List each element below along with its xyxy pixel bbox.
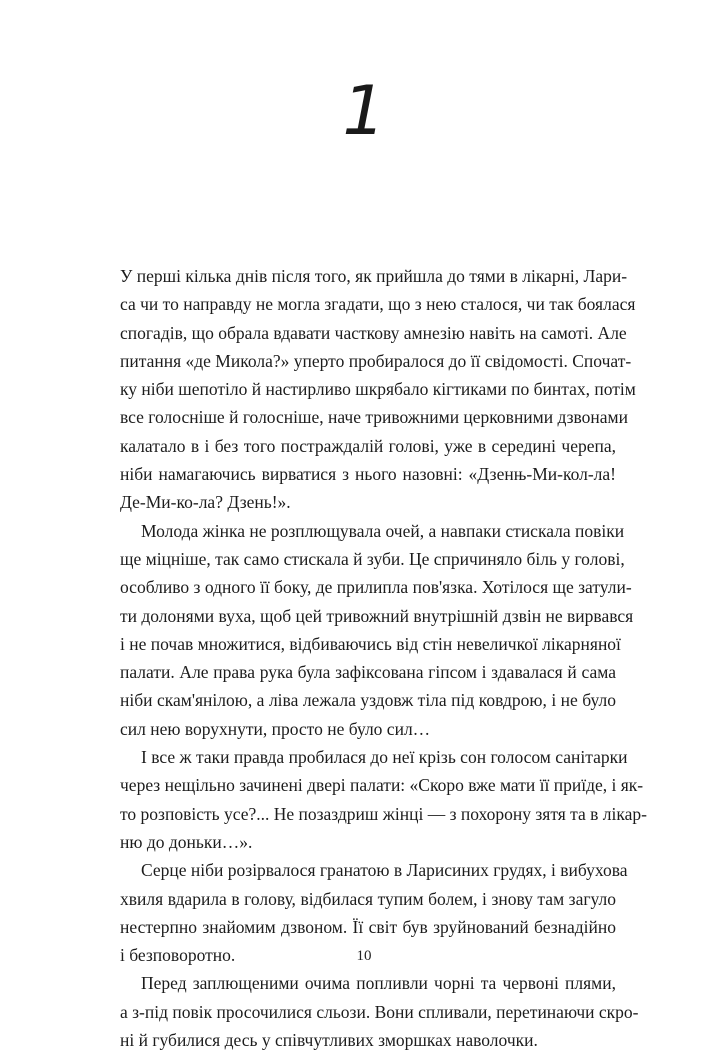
paragraph-line: а з-під повік просочилися сльози. Вони спливали, перетинаючи скро-	[120, 1001, 639, 1022]
paragraph-line: і безповоротно.	[120, 945, 236, 966]
paragraph-line: Перед заплющеними очима попливли чорні та червоні плями,	[141, 973, 616, 994]
paragraph-line: хвиля вдарила в голову, відбилася тупим болем, і знову там загуло	[120, 888, 616, 909]
paragraph-line: ню до доньки…».	[120, 831, 253, 852]
paragraph-line: У перші кілька днів після того, як прийшла до тями в лікарні, Лари-	[120, 266, 628, 286]
paragraph-line: спогадів, що обрала вдавати часткову амнезію навіть на самоті. Але	[120, 322, 627, 343]
paragraph-line: сил нею ворухнути, просто не було сил…	[120, 718, 431, 739]
paragraph-line: Молода жінка не розплющувала очей, а навпаки стискала повіки	[141, 520, 625, 541]
paragraph-line: калатало в і без того постраждалій голові, уже в середині черепа,	[120, 435, 616, 456]
page-number: 10	[356, 948, 372, 964]
paragraph-line: нестерпно знайомим дзвоном. Її світ був зруйнований безнадійно	[120, 916, 616, 937]
paragraph-line: ти долонями вуха, щоб цей тривожний внутрішній дзвін не вирвався	[120, 605, 634, 626]
paragraph-line: са чи то направду не могла згадати, що з нею сталося, чи так боялася	[120, 294, 636, 315]
paragraph-line: все голосніше й голосніше, наче тривожними церковними дзвонами	[120, 407, 628, 428]
paragraph-line: Де-Ми-ко-ла? Дзень!».	[120, 492, 291, 513]
paragraph-line: через нещільно зачинені двері палати: «Скоро вже мати її приїде, і як-	[120, 775, 644, 796]
chapter-body	[120, 262, 647, 1054]
paragraph-line: палати. Але права рука була зафіксована гіпсом і здавалася й сама	[120, 662, 616, 683]
paragraph-line: ніби намагаючись вирватися з нього назовні: «Дзенњ-Ми-кол-ла!	[120, 464, 616, 485]
chapter-number: 1	[342, 72, 386, 151]
paragraph-line: ку ніби шепотіло й настирливо шкрябало кігтиками по бинтах, потім	[120, 379, 636, 400]
paragraph-line: то розповість усе?... Не позаздриш жінці — з похорону зятя та в лікар-	[120, 803, 647, 824]
paragraph-line: Серце ніби розірвалося гранатою в Ларисиних грудях, і вибухова	[141, 860, 628, 881]
paragraph-line: і не почав множитися, відбиваючись від стін невеличкої лікарняної	[120, 633, 621, 654]
paragraph-line: особливо з одного її боку, де прилипла пов'язка. Хотілося ще затули-	[120, 577, 632, 598]
paragraph-line: І все ж таки правда пробилася до неї крізь сон голосом санітарки	[141, 747, 628, 768]
paragraph-line: питання «де Микола?» уперто пробиралося до її свідомості. Спочат-	[120, 350, 632, 371]
paragraph-line: ще міцніше, так само стискала й зуби. Це спричиняло біль у голові,	[120, 548, 625, 569]
paragraph-line: ні й губилися десь у співчутливих зморшках наволочки.	[120, 1030, 538, 1051]
paragraph-line: ніби скам'янілою, а ліва лежала уздовж тіла під ковдрою, і не було	[120, 690, 616, 711]
